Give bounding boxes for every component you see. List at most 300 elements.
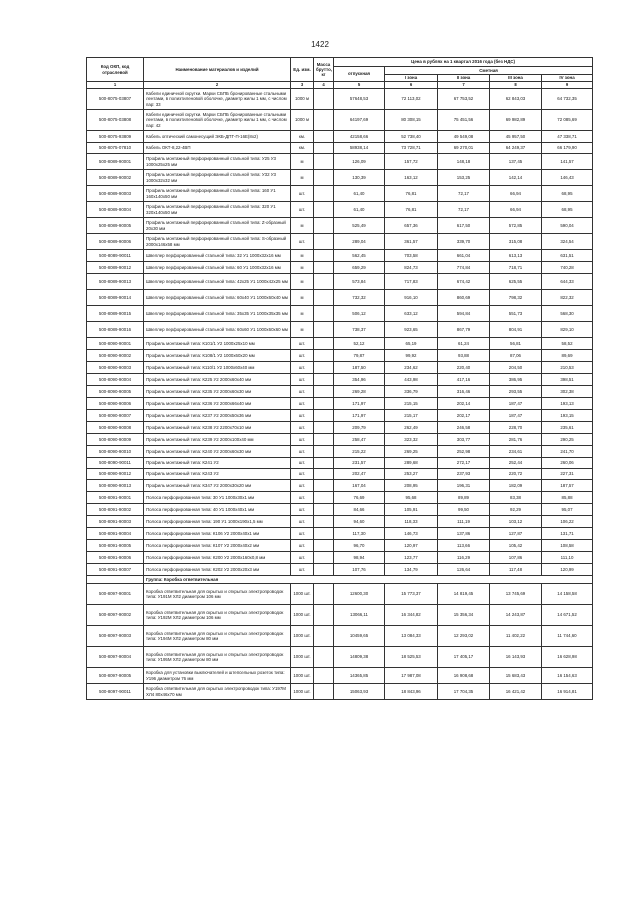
cell-zone3-price: 228,70: [490, 422, 542, 434]
cell-zone3-price: 220,72: [490, 469, 542, 480]
cell-zone1-price: 262,49: [385, 422, 438, 434]
cell-release-price: 231,57: [334, 458, 385, 469]
column-number: 5: [334, 82, 385, 89]
cell-zone2-price: 16 908,68: [438, 668, 490, 684]
cell-zone4-price: 16 154,63: [542, 668, 593, 684]
cell-mass: [314, 131, 334, 143]
cell-release-price: 98,94: [334, 552, 385, 564]
table-row: [87, 469, 593, 480]
cell-unit: шт.: [291, 516, 314, 528]
cell-zone3-price: 187,47: [490, 398, 542, 410]
cell-mass: [314, 218, 334, 234]
cell-zone2-price: 67 753,52: [438, 89, 490, 110]
cell-zone2-price: 594,84: [438, 306, 490, 322]
cell-unit: 1000 шт.: [291, 605, 314, 626]
cell-code: 500-8090-90005: [87, 386, 144, 398]
cell-release-price: 14365,85: [334, 668, 385, 684]
cell-release-price: 562,45: [334, 250, 385, 262]
cell-zone2-price: 69 270,01: [438, 143, 490, 154]
cell-code: 500-8097-90002: [87, 605, 144, 626]
cell-code: 500-8089-90006: [87, 234, 144, 250]
cell-name: Профиль монтажный типа: К347 У2 2000х30х20 мм: [144, 480, 291, 492]
cell-zone4-price: 235,61: [542, 422, 593, 434]
cell-mass: [314, 492, 334, 504]
cell-mass: [314, 434, 334, 446]
table-row: [87, 540, 593, 552]
cell-release-price: 76,69: [334, 492, 385, 504]
cell-name: Профиль монтажный перфорированный стальной типа: 160 У1 160х140х50 мм: [144, 186, 291, 202]
column-number: 8: [490, 82, 542, 89]
table-row: [87, 684, 593, 700]
cell-zone4-price: 241,70: [542, 446, 593, 458]
cell-zone3-price: 15 683,43: [490, 668, 542, 684]
table-row: [87, 480, 593, 492]
cell-unit: 1000 шт.: [291, 668, 314, 684]
cell-name: Профиль монтажный типа: К110/1 У2 1000х60х40 мм: [144, 362, 291, 374]
cell-release-price: 258,47: [334, 434, 385, 446]
header-zone3: III зона: [490, 75, 542, 82]
cell-code: 500-8097-90005: [87, 668, 144, 684]
header-estimate: Сметная: [385, 67, 593, 75]
cell-name: Коробка для установки выключателей и штепсельных розеток типа: У196 диаметром 76 мм: [144, 668, 291, 684]
cell-zone3-price: 798,32: [490, 290, 542, 306]
cell-zone4-price: 72 085,69: [542, 110, 593, 131]
cell-zone4-price: 568,30: [542, 306, 593, 322]
cell-code: 500-8089-90004: [87, 202, 144, 218]
column-number: 7: [438, 82, 490, 89]
cell-zone2-price: 202,17: [438, 410, 490, 422]
cell-release-price: 12600,30: [334, 584, 385, 605]
cell-mass: [314, 386, 334, 398]
cell-zone4-price: 644,33: [542, 274, 593, 290]
cell-mass: [314, 374, 334, 386]
cell-name: Коробка ответвительная для скрытых и открытых электропроводок типа: У191М ХЛ2 диаметром 106 мм: [144, 584, 291, 605]
cell-unit: шт.: [291, 350, 314, 362]
cell-zone4-price: 64 732,35: [542, 89, 593, 110]
table-row: [87, 458, 593, 469]
cell-release-price: 289,04: [334, 234, 385, 250]
cell-release-price: 126,09: [334, 154, 385, 170]
cell-zone1-price: 72 113,02: [385, 89, 438, 110]
cell-code: 500-8091-90002: [87, 504, 144, 516]
column-number: 1: [87, 82, 144, 89]
cell-unit: шт.: [291, 528, 314, 540]
table-row: [87, 422, 593, 434]
cell-name: Швеллер перфорированный стальной типа: 32 У1 1000х32х16 мм: [144, 250, 291, 262]
cell-name: Кабель оптический самонесущий ЭКБ-ДПТ-П-16Е(8х2): [144, 131, 291, 143]
cell-zone3-price: 45 957,50: [490, 131, 542, 143]
cell-unit: шт.: [291, 386, 314, 398]
cell-zone2-price: 272,17: [438, 458, 490, 469]
header-zone2: II зона: [438, 75, 490, 82]
table-row: [87, 626, 593, 647]
cell-code: 500-8075-07810: [87, 143, 144, 154]
cell-unit: м: [291, 250, 314, 262]
cell-mass: [314, 306, 334, 322]
cell-zone1-price: 916,10: [385, 290, 438, 306]
cell-mass: [314, 469, 334, 480]
cell-unit: 1000 шт.: [291, 684, 314, 700]
cell-zone3-price: 103,12: [490, 516, 542, 528]
cell-zone2-price: 49 549,08: [438, 131, 490, 143]
cell-release-price: 187,50: [334, 362, 385, 374]
table-row: [87, 306, 593, 322]
cell-zone4-price: 829,10: [542, 322, 593, 338]
cell-zone1-price: 443,98: [385, 374, 438, 386]
cell-zone3-price: 64 249,37: [490, 143, 542, 154]
cell-name: Профиль монтажный типа: К239 У2 2000х100х40 мм: [144, 434, 291, 446]
cell-release-price: 738,37: [334, 322, 385, 338]
cell-mass: [314, 186, 334, 202]
header-unit: Ед. изм.: [291, 58, 314, 82]
cell-zone2-price: 339,70: [438, 234, 490, 250]
cell-name: Профиль монтажный перфорированный стальной типа: Z-образный 20х30 мм: [144, 218, 291, 234]
cell-release-price: 167,04: [334, 480, 385, 492]
cell-unit: м: [291, 170, 314, 186]
cell-name: Профиль монтажный типа: К238 У2 2200х70х10 мм: [144, 422, 291, 434]
cell-name: Профиль монтажный типа: К236 У2 2000х66х40 мм: [144, 398, 291, 410]
cell-zone4-price: 131,71: [542, 528, 593, 540]
cell-zone2-price: 14 819,45: [438, 584, 490, 605]
cell-zone2-price: 72,17: [438, 186, 490, 202]
cell-zone1-price: 157,72: [385, 154, 438, 170]
cell-release-price: 659,29: [334, 262, 385, 274]
cell-zone4-price: 85,88: [542, 492, 593, 504]
cell-zone3-price: 69 982,89: [490, 110, 542, 131]
cell-zone3-price: 92,29: [490, 504, 542, 516]
cell-mass: [314, 362, 334, 374]
cell-zone3-price: 572,85: [490, 218, 542, 234]
cell-zone1-price: 65,19: [385, 338, 438, 350]
cell-unit: шт.: [291, 446, 314, 458]
cell-zone2-price: 860,69: [438, 290, 490, 306]
cell-name: Профиль монтажный типа: К108/1 У2 1000х60х20 мм: [144, 350, 291, 362]
cell-release-price: 171,97: [334, 398, 385, 410]
cell-zone3-price: 386,95: [490, 374, 542, 386]
table-row: [87, 154, 593, 170]
cell-unit: км.: [291, 131, 314, 143]
cell-zone4-price: 193,13: [542, 398, 593, 410]
cell-code: 500-8089-90002: [87, 170, 144, 186]
cell-mass: [314, 322, 334, 338]
cell-zone4-price: 68,95: [542, 202, 593, 218]
table-row: [87, 274, 593, 290]
cell-code: 500-8090-90010: [87, 446, 144, 458]
cell-zone4-price: 111,10: [542, 552, 593, 564]
cell-release-price: 61,40: [334, 186, 385, 202]
cell-code: 500-8097-90004: [87, 647, 144, 668]
cell-zone2-price: 202,14: [438, 398, 490, 410]
table-row: [87, 552, 593, 564]
cell-code: 500-8089-90001: [87, 154, 144, 170]
cell-mass: [314, 480, 334, 492]
cell-zone2-price: 196,31: [438, 480, 490, 492]
cell-zone3-price: 142,14: [490, 170, 542, 186]
table-row: [87, 374, 593, 386]
cell-zone1-price: 253,27: [385, 469, 438, 480]
cell-mass: [314, 262, 334, 274]
cell-release-price: 96,70: [334, 540, 385, 552]
cell-name: Кабели единичной скрутки. Марки СБПБ бронированные стальными лентами, в полиэтиленовой оболочке, диаметр жилы 1 мм, с числом пар: 42: [144, 110, 291, 131]
cell-zone3-price: 13 745,69: [490, 584, 542, 605]
column-number: 9: [542, 82, 593, 89]
cell-zone2-price: 774,84: [438, 262, 490, 274]
cell-name: Коробка ответвительная для скрытых и открытых электропроводок типа: У194М ХЛ2 диаметром 80 мм: [144, 626, 291, 647]
cell-zone1-price: 15 773,37: [385, 584, 438, 605]
cell-zone2-price: 237,93: [438, 469, 490, 480]
cell-zone1-price: 703,58: [385, 250, 438, 262]
cell-zone3-price: 252,44: [490, 458, 542, 469]
cell-zone2-price: 252,98: [438, 446, 490, 458]
cell-name: Профиль монтажный перфорированный стальной типа: У32 У3 1000х32х32 мм: [144, 170, 291, 186]
cell-zone3-price: 117,48: [490, 564, 542, 576]
header-release: отпускная: [334, 67, 385, 82]
cell-zone3-price: 107,86: [490, 552, 542, 564]
cell-mass: [314, 504, 334, 516]
cell-zone3-price: 281,76: [490, 434, 542, 446]
table-row: [87, 516, 593, 528]
cell-name: Полоса перфорированная типа: 30 У1 1000х30х1 мм: [144, 492, 291, 504]
cell-zone2-price: 867,79: [438, 322, 490, 338]
cell-mass: [314, 458, 334, 469]
cell-zone2-price: 12 293,02: [438, 626, 490, 647]
cell-zone2-price: 303,77: [438, 434, 490, 446]
cell-name: Полоса перфорированная типа: 40 У1 1000х40х1 мм: [144, 504, 291, 516]
cell-mass: [314, 350, 334, 362]
table-row: [87, 170, 593, 186]
column-number: 4: [314, 82, 334, 89]
cell-name: Полоса перфорированная типа: 190 У1 1000х190х1,5 мм: [144, 516, 291, 528]
cell-name: Кабель ОКТ-8,22-4ВП: [144, 143, 291, 154]
cell-zone1-price: 123,77: [385, 552, 438, 564]
cell-zone1-price: 13 084,33: [385, 626, 438, 647]
table-row: [87, 398, 593, 410]
cell-zone3-price: 613,13: [490, 250, 542, 262]
cell-zone3-price: 293,55: [490, 386, 542, 398]
cell-zone4-price: 16 628,98: [542, 647, 593, 668]
cell-zone1-price: 105,91: [385, 504, 438, 516]
cell-mass: [314, 564, 334, 576]
cell-unit: шт.: [291, 504, 314, 516]
cell-zone1-price: 361,57: [385, 234, 438, 250]
cell-mass: [314, 446, 334, 458]
cell-zone3-price: 62 843,03: [490, 89, 542, 110]
cell-release-price: 117,30: [334, 528, 385, 540]
cell-unit: м: [291, 274, 314, 290]
cell-release-price: 61,40: [334, 202, 385, 218]
cell-mass: [314, 684, 334, 700]
cell-name: Профиль монтажный перфорированный стальной типа: 320 У1 320х140х50 мм: [144, 202, 291, 218]
table-row: [87, 584, 593, 605]
cell-code: 500-8089-90016: [87, 322, 144, 338]
table-row: [87, 202, 593, 218]
cell-code: 500-8091-90004: [87, 528, 144, 540]
table-row: [87, 322, 593, 338]
table-row: [87, 338, 593, 350]
cell-zone3-price: 182,09: [490, 480, 542, 492]
cell-mass: [314, 528, 334, 540]
cell-release-price: 84,66: [334, 504, 385, 516]
table-row: [87, 218, 593, 234]
cell-zone1-price: 17 987,08: [385, 668, 438, 684]
cell-name: Полоса перфорированная типа: К107 У2 2000х40х2 мм: [144, 540, 291, 552]
cell-unit: шт.: [291, 186, 314, 202]
cell-release-price: 354,96: [334, 374, 385, 386]
cell-release-price: 171,97: [334, 410, 385, 422]
cell-code: 500-8089-90003: [87, 186, 144, 202]
cell-code: 500-8090-90001: [87, 338, 144, 350]
cell-release-price: 15063,93: [334, 684, 385, 700]
cell-unit: 1000 шт.: [291, 647, 314, 668]
cell-release-price: 202,47: [334, 469, 385, 480]
cell-zone4-price: 631,51: [542, 250, 593, 262]
cell-zone2-price: 61,24: [438, 338, 490, 350]
table-row: [87, 605, 593, 626]
cell-zone4-price: 210,53: [542, 362, 593, 374]
cell-zone2-price: 15 356,34: [438, 605, 490, 626]
cell-zone3-price: 718,71: [490, 262, 542, 274]
cell-zone2-price: 246,58: [438, 422, 490, 434]
cell-zone2-price: 137,86: [438, 528, 490, 540]
cell-unit: шт.: [291, 410, 314, 422]
cell-mass: [314, 516, 334, 528]
cell-zone4-price: 590,04: [542, 218, 593, 234]
cell-zone2-price: 111,19: [438, 516, 490, 528]
cell-unit: шт.: [291, 362, 314, 374]
table-row: [87, 89, 593, 110]
cell-zone4-price: 89,69: [542, 350, 593, 362]
cell-zone3-price: 551,73: [490, 306, 542, 322]
cell-mass: [314, 250, 334, 262]
cell-zone2-price: 617,50: [438, 218, 490, 234]
cell-mass: [314, 626, 334, 647]
table-row: [87, 492, 593, 504]
cell-code: 500-8089-90013: [87, 274, 144, 290]
cell-unit: м: [291, 322, 314, 338]
cell-unit: м: [291, 218, 314, 234]
cell-zone4-price: 11 744,60: [542, 626, 593, 647]
cell-zone1-price: 118,33: [385, 516, 438, 528]
cell-unit: шт.: [291, 422, 314, 434]
cell-zone1-price: 717,83: [385, 274, 438, 290]
cell-code: 500-8097-90003: [87, 626, 144, 647]
cell-zone3-price: 11 402,22: [490, 626, 542, 647]
cell-unit: шт.: [291, 469, 314, 480]
cell-unit: м: [291, 306, 314, 322]
cell-zone2-price: 113,66: [438, 540, 490, 552]
cell-zone4-price: 324,54: [542, 234, 593, 250]
table-row: [87, 234, 593, 250]
table-row: [87, 668, 593, 684]
table-row: [87, 386, 593, 398]
header-name: Наименование материалов и изделий: [144, 58, 291, 82]
cell-name: Швеллер перфорированный стальной типа: 60х60 У1 1000х60х60 мм: [144, 322, 291, 338]
table-row: [87, 110, 593, 131]
cell-unit: шт.: [291, 492, 314, 504]
cell-zone3-price: 16 143,93: [490, 647, 542, 668]
cell-code: 500-8090-90003: [87, 362, 144, 374]
cell-release-price: 94,60: [334, 516, 385, 528]
cell-zone3-price: 127,87: [490, 528, 542, 540]
cell-zone4-price: 58,52: [542, 338, 593, 350]
cell-zone1-price: 80 308,15: [385, 110, 438, 131]
cell-code: 500-8089-90012: [87, 262, 144, 274]
cell-mass: [314, 234, 334, 250]
table-row: [87, 131, 593, 143]
table-row: [87, 504, 593, 516]
cell-zone1-price: 336,79: [385, 386, 438, 398]
page-number: 1422: [311, 40, 329, 49]
cell-release-price: 573,84: [334, 274, 385, 290]
cell-zone2-price: 148,18: [438, 154, 490, 170]
cell-name: Профиль монтажный типа: К225 У2 2000х60х40 мм: [144, 374, 291, 386]
cell-zone3-price: 804,91: [490, 322, 542, 338]
cell-zone1-price: 146,73: [385, 528, 438, 540]
cell-unit: 1000 шт.: [291, 584, 314, 605]
cell-name: Профиль монтажный перфорированный стальной типа: S-образный 2000х146х58 мм: [144, 234, 291, 250]
cell-zone1-price: 76,81: [385, 186, 438, 202]
cell-mass: [314, 143, 334, 154]
cell-zone2-price: 220,40: [438, 362, 490, 374]
cell-zone3-price: 234,61: [490, 446, 542, 458]
cell-release-price: 269,28: [334, 386, 385, 398]
cell-release-price: 57648,53: [334, 89, 385, 110]
cell-zone4-price: 822,32: [542, 290, 593, 306]
cell-zone3-price: 204,50: [490, 362, 542, 374]
cell-zone3-price: 66,94: [490, 202, 542, 218]
cell-name: Полоса перфорированная типа: К202 У2 2000х20х3 мм: [144, 564, 291, 576]
cell-mass: [314, 154, 334, 170]
cell-zone2-price: 75 451,56: [438, 110, 490, 131]
group-row: [87, 576, 593, 584]
cell-code: 500-8091-90005: [87, 540, 144, 552]
cell-zone3-price: 56,81: [490, 338, 542, 350]
cell-name: Швеллер перфорированный стальной типа: 60 У1 1000х32х16 мм: [144, 262, 291, 274]
cell-zone3-price: 137,45: [490, 154, 542, 170]
cell-name: Швеллер перфорированный стальной типа: 35х35 У1 1000х35х35 мм: [144, 306, 291, 322]
cell-zone4-price: 95,07: [542, 504, 593, 516]
cell-zone4-price: 68,95: [542, 186, 593, 202]
cell-mass: [314, 668, 334, 684]
cell-code: 500-8091-90001: [87, 492, 144, 504]
cell-unit: м: [291, 290, 314, 306]
cell-code: 500-8090-90007: [87, 410, 144, 422]
header-zone4: IV зона: [542, 75, 593, 82]
cell-zone1-price: 52 738,40: [385, 131, 438, 143]
cell-zone4-price: 290,25: [542, 434, 593, 446]
cell-mass: [314, 338, 334, 350]
table-row: [87, 250, 593, 262]
cell-zone1-price: 208,95: [385, 480, 438, 492]
cell-code: 500-8090-90006: [87, 398, 144, 410]
table-row: [87, 186, 593, 202]
cell-name: Коробка ответвительная для скрытых и открытых электропроводок типа: У195М ХЛ2 диаметром 80 мм: [144, 647, 291, 668]
cell-name: Профиль монтажный типа: К240 У2 2000х60х30 мм: [144, 446, 291, 458]
cell-name: Швеллер перфорированный стальной типа: 60х40 У1 1000х60х40 мм: [144, 290, 291, 306]
cell-zone1-price: 289,68: [385, 458, 438, 469]
cell-mass: [314, 110, 334, 131]
cell-zone1-price: 120,97: [385, 540, 438, 552]
cell-name: Профиль монтажный типа: К241 У2: [144, 458, 291, 469]
cell-release-price: 10459,65: [334, 626, 385, 647]
cell-code: 500-8097-90001: [87, 584, 144, 605]
cell-code: 500-8091-90003: [87, 516, 144, 528]
cell-zone1-price: 923,65: [385, 322, 438, 338]
cell-release-price: 13066,11: [334, 605, 385, 626]
table-row: [87, 564, 593, 576]
table-row: [87, 647, 593, 668]
cell-unit: 1000 м: [291, 89, 314, 110]
